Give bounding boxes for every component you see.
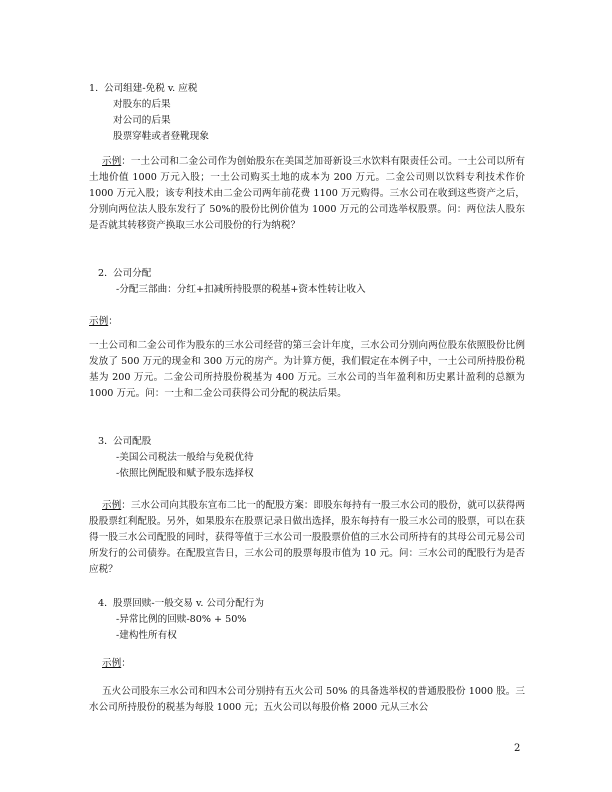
section-4-heading-block [89,596,525,644]
section-1-example-label: 示例 [102,156,122,167]
section-2-heading [89,266,525,282]
section-4-heading [89,596,525,612]
section-4-title: 股票回赎-一般交易 v. 公司分配行为 [113,598,264,609]
section-4-example-body [89,684,525,716]
section-4-item-1: -异常比例的回赎-80% + 50% [116,614,247,625]
section-3-heading-block [89,434,525,482]
section-4-item-2: -建构性所有权 [116,630,177,641]
section-2-heading-block [89,266,525,298]
section-2-example-heading [89,314,525,330]
section-3-item-2: -依照比例配股和赋予股东选择权 [116,468,254,479]
section-2-example-text: 一土公司和二金公司作为股东的三水公司经营的第三会计年度，三水公司分别向两位股东依照股份比例发放了 500 万元的现金和 300 万元的房产。为计算方便，我们假定在本例子中，一土公司所持股份税基为 200 万元。二金公司所持股份税基为 400 万元。三水公司的当年盈利和历史累计盈利的总额为 1000 万元。问：一土和二金公司获得公司分配的税法后果。 [89,340,525,399]
section-2-number: 2． [98,268,114,279]
section-4-example-colon: ： [121,658,131,669]
section-3-example [89,498,525,578]
section-2-example-label: 示例 [89,316,109,327]
section-3-title: 公司配股 [113,436,152,447]
section-2-example-body [89,338,525,402]
section-3-example-text: ：三水公司向其股东宣布二比一的配股方案：即股东每持有一股三水公司的股份，就可以获得两股股票红利配股。另外，如果股东在股票记录日做出选择，股东每持有一股三水公司的股票，可以在获得一股三水公司配股的同时，获得等值于三水公司一股股票价值的三水公司所持有的其母公司元易公司所发行的公司债券。在配股宣告日，三水公司的股票每股市值为 10 元。问：三水公司的配股行为是否应税？ [89,500,526,575]
section-1-item-3: 股票穿鞋或者登靴现象 [113,131,209,142]
section-3-number: 3． [98,436,114,447]
section-2-title: 公司分配 [113,268,152,279]
section-4-example-label: 示例 [102,658,122,669]
section-4-example-text: 五火公司股东三水公司和四木公司分别持有五火公司 50% 的具备选举权的普通股股份 1000 股。三水公司所持股份的税基为每股 1000 元；五火公司以每股价格 2000 元从三水公 [89,686,525,713]
section-2-example-colon: ： [108,316,118,327]
section-1-example-text: ：一土公司和二金公司作为创始股东在美国芝加哥新设三水饮料有限责任公司。一土公司以所有土地价值 1000 万元入股；一土公司购买土地的成本为 200 万元。二金公司则以饮料专利技术作价 1000 万元入股；该专利技术由二金公司两年前花费 1100 万元购得。三水公司在收到这些资产之后，分别向两位法人股东发行了 50%的股份比例价值为 1000 万元的公司选举权股票。问：两位法人股东是否就其转移资产换取三水公司股份的行为纳税？ [89,156,526,231]
section-1-item-1: 对股东的后果 [113,99,171,110]
section-1-example [89,154,525,234]
section-2-item-1: -分配三部曲：分红+扣减所持股票的税基+资本性转让收入 [116,284,366,295]
section-1-heading [89,81,525,97]
section-1-heading-block [89,81,525,145]
section-4-example-heading [89,656,538,672]
section-1-number: 1. [89,83,99,94]
section-3-heading [89,434,525,450]
section-4-number: 4． [98,598,114,609]
page-number: 2 [514,743,521,754]
section-1-item-2: 对公司的后果 [113,115,171,126]
section-3-item-1: -美国公司税法一般给与免税优待 [116,452,254,463]
section-1-title: 公司组建-免税 v. 应税 [104,83,198,94]
section-3-example-label: 示例 [102,500,122,511]
